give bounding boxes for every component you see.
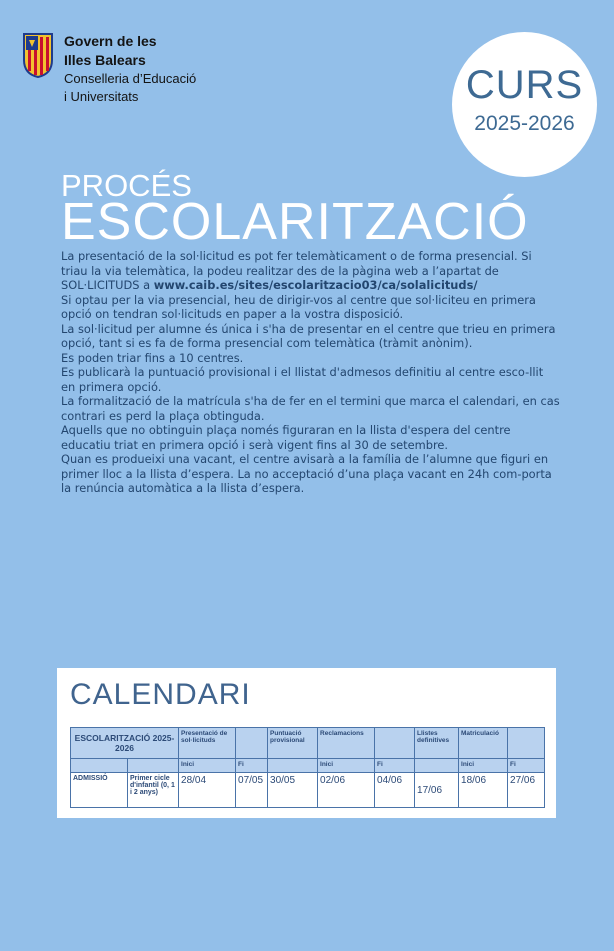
- subheader-reclamacions-fi: Fi: [375, 759, 415, 773]
- course-year: 2025-2026: [474, 112, 575, 135]
- paragraph-4: Es poden triar fins a 10 centres.: [61, 350, 244, 365]
- paragraph-2: Si optau per la via presencial, heu de dirigir-vos al centre que sol·liciteu en primera opció on tendran sol·licituds en paper a la vostra disposició.: [61, 292, 536, 321]
- puntuacio-date: 30/05: [268, 773, 318, 808]
- subheader-matriculacio-inici: Inici: [459, 759, 508, 773]
- paragraph-3: La sol·licitud per alumne és única i s'ha de presentar en el centre que trieu en primera opció, tant si es fa de forma presencial com telemàtica (tràmit anònim).: [61, 321, 556, 350]
- subheader-presentacio-inici: Inici: [179, 759, 236, 773]
- paragraph-1-text: La presentació de la sol·licitud es pot fer telemàticament o de forma presencial. Si triau la via telemàtica, la podeu realitzar des de la pàgina web a l’apartat de SOL·LICITUDS a: [61, 249, 532, 292]
- paragraph-6: La formalització de la matrícula s'ha de fer en el termini que marca el calendari, en cas contrari es perd la plaça obtinguda.: [61, 394, 560, 423]
- calendar-table: [70, 727, 545, 808]
- government-logo: [22, 32, 196, 106]
- calendar-section: [57, 668, 556, 818]
- paragraph-8: Quan es produeixi una vacant, el centre avisarà a la família de l’alumne que figuri en primer lloc a la llista d’espera. La no acceptació d’una plaça vacant en 24h com-porta la renúncia automàtica a la llista d’espera.: [61, 452, 552, 495]
- instructions-text: [61, 249, 561, 496]
- presentacio-inici-date: 28/04: [179, 773, 236, 808]
- row-cycle: Primer cicle d'infantil (0, 1 i 2 anys): [128, 773, 179, 808]
- header-puntuacio: Puntuació provisional: [268, 728, 318, 759]
- subheader-empty-4: [415, 759, 459, 773]
- header-empty-3: [508, 728, 545, 759]
- header-empty-1: [236, 728, 268, 759]
- paragraph-5: Es publicarà la puntuació provisional i el llistat d'admesos definitiu al centre esco-llit en primera opció.: [61, 365, 544, 394]
- course-label: CURS: [465, 63, 584, 107]
- application-url-link[interactable]: www.caib.es/sites/escolaritzacio03/ca/solalicituds/: [153, 278, 478, 292]
- reclamacions-inici-date: 02/06: [318, 773, 375, 808]
- subheader-empty-3: [268, 759, 318, 773]
- reclamacions-fi-date: 04/06: [375, 773, 415, 808]
- header-empty-2: [375, 728, 415, 759]
- table-row: [71, 773, 545, 808]
- header-llistes: Llistes definitives: [415, 728, 459, 759]
- subheader-matriculacio-fi: Fi: [508, 759, 545, 773]
- course-badge: [452, 32, 597, 177]
- llistes-date: 17/06: [415, 773, 459, 808]
- org-name-line2: Illes Balears: [64, 52, 146, 68]
- row-label-admissio: ADMISSIÓ: [71, 773, 128, 808]
- org-name-line1: Govern de les: [64, 33, 157, 49]
- matriculacio-inici-date: 18/06: [459, 773, 508, 808]
- department-line1: Conselleria d’Educació: [64, 71, 197, 86]
- calendar-header-row: [71, 728, 545, 759]
- balearic-coat-of-arms-icon: [22, 32, 54, 78]
- department-line2: i Universitats: [64, 89, 139, 104]
- calendar-subheader-row: [71, 759, 545, 773]
- subheader-presentacio-fi: Fi: [236, 759, 268, 773]
- title-small: PROCÉS: [61, 168, 192, 203]
- paragraph-1: [61, 249, 561, 293]
- calendar-main-header: ESCOLARITZACIÓ 2025-2026: [71, 728, 179, 759]
- page-title: ESCOLARITZACIÓ: [61, 193, 529, 251]
- matriculacio-fi-date: 27/06: [508, 773, 545, 808]
- calendar-title: CALENDARI: [70, 678, 251, 711]
- header-reclamacions: Reclamacions: [318, 728, 375, 759]
- presentacio-fi-date: 07/05: [236, 773, 268, 808]
- subheader-empty-2: [128, 759, 179, 773]
- subheader-reclamacions-inici: Inici: [318, 759, 375, 773]
- header-matriculacio: Matriculació: [459, 728, 508, 759]
- header-presentacio: Presentació de sol·licituds: [179, 728, 236, 759]
- paragraph-7: Aquells que no obtinguin plaça només figuraran en la llista d'espera del centre educatiu triat en primera opció i serà vigent fins al 30 de setembre.: [61, 423, 511, 452]
- subheader-empty-1: [71, 759, 128, 773]
